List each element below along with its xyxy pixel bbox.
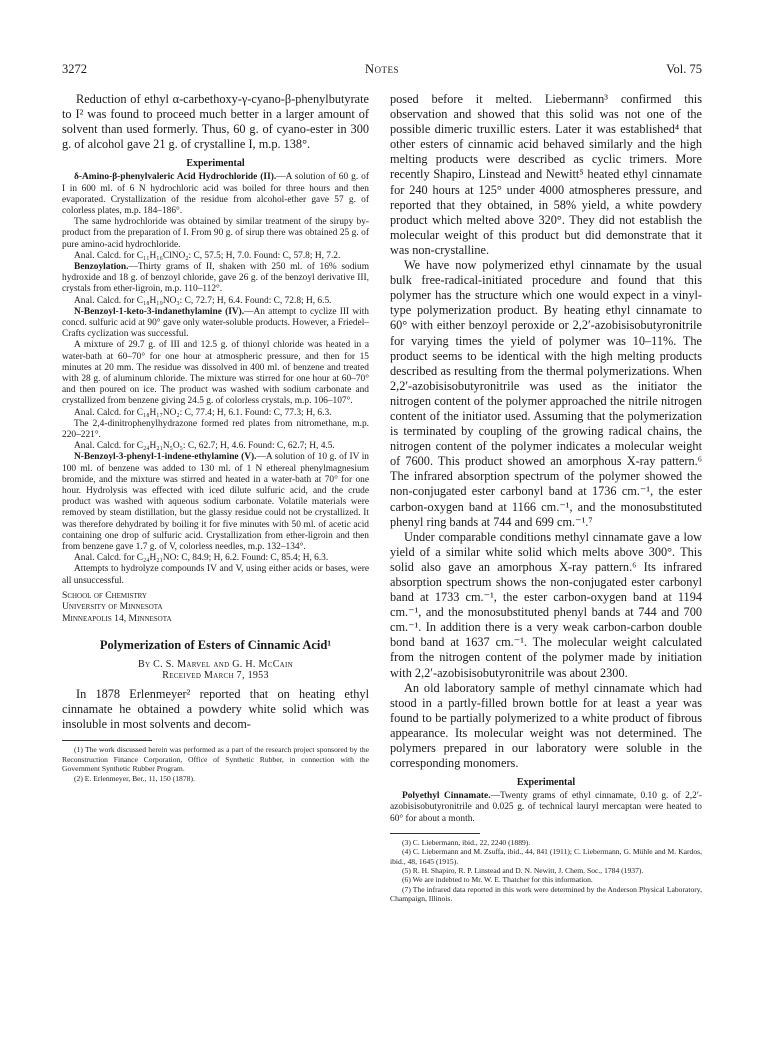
affiliation-line-1: School of Chemistry <box>62 589 147 601</box>
exp-text-3: —An attempt to cyclize III with concd. sulfuric acid at 90° gave only water-soluble products. However, a Friedel–Crafts cyclization was successful. <box>62 306 369 340</box>
exp-paragraph-3 <box>62 307 369 341</box>
left-column <box>62 92 369 783</box>
exp-paragraph-1 <box>62 172 369 217</box>
exp-text-4: —A solution of 10 g. of IV in 100 ml. of benzene was added to 130 ml. of 1 N ethereal phenylmagnesium bromide, and the mixture was stirred and heated in a water-bath at 70° for one hour. Hydrolysis was effected with iced dilute sulfuric acid, and the crude product was washed with aqueous sodium carbonate. Volatile materials were removed by steam distillation, but the glassy residue could not be crystallized. It was therefore dehydrated by boiling it for five minutes with 50 ml. of acetic acid containing one drop of sulfuric acid. Crystallization from ether-ligroin and then from benzene gave 1.7 g. of V, colorless needles, m.p. 132–134°. <box>62 452 369 553</box>
analysis-3c: Anal. Calcd. for C₂₄H₂₁N₅O₅: C, 62.7; H, 4.6. Found: C, 62.7; H, 4.5. <box>74 441 335 452</box>
analysis-4: Anal. Calcd. for C₂₄H₂₁NO: C, 84.9; H, 6.2. Found: C, 85.4; H, 6.3. <box>74 553 329 564</box>
exp-paragraph-5: Attempts to hydrolyze compounds IV and V, using either acids or bases, were all unsuccessful. <box>62 564 369 586</box>
exp-paragraph-3b: A mixture of 29.7 g. of III and 12.5 g. of thionyl chloride was heated in a water-bath at 60–70° for one hour at atmospheric pressure, and then for 15 minutes at 20 mm. The residue was dissolved in 400 ml. of benzene and treated with 28 g. of aluminum chloride. The mixture was stirred for one hour at 60–70° and then poured on ice. The product was washed with sodium carbonate and crystallized from benzene giving 24.5 g. of colorless crystals, m.p. 106–107°. <box>62 340 369 407</box>
exp-paragraph-right <box>390 791 702 825</box>
right-column <box>390 92 702 904</box>
received-date: Received March 7, 1953 <box>162 670 269 682</box>
exp-paragraph-3c: The 2,4-dinitrophenylhydrazone formed red plates from nitromethane, m.p. 220–221°. <box>62 418 369 441</box>
exp-text-right: —Twenty grams of ethyl cinnamate, 0.10 g. of 2,2′-azobisisobutyronitrile and 0.025 g. of technical lauryl mercaptan were heated to 60° for about a month. <box>390 791 702 824</box>
volume-label: Vol. 75 <box>666 62 702 76</box>
exp-text-2: —Thirty grams of II, shaken with 250 ml. of 16% sodium hydroxide and 18 g. of benzoyl chloride, gave 26 g. of the benzoyl derivative III, crystals from ether-ligroin, m.p. 110–112°. <box>62 262 369 295</box>
exp-title-1: δ-Amino-β-phenylvaleric Acid Hydrochloride (II). <box>74 172 277 183</box>
byline: By C. S. Marvel and G. H. McCain <box>138 659 293 671</box>
analysis-3: Anal. Calcd. for C₁₈H₁₇NO₂: C, 77.4; H, 6.1. Found: C, 77.3; H, 6.3. <box>74 407 332 418</box>
footnote-5: (5) R. H. Shapiro, R. P. Linstead and D. N. Newitt, J. Chem. Soc., 1784 (1937). <box>402 866 644 876</box>
footnote-2: (2) E. Erlenmeyer, Ber., 11, 150 (1878). <box>74 773 195 783</box>
article-intro: In 1878 Erlenmeyer² reported that on heating ethyl cinnamate he obtained a powdery white solid which was insoluble in most solvents and decom- <box>62 687 369 732</box>
right-paragraph-3: Under comparable conditions methyl cinnamate gave a low yield of a similar white solid which melts above 300°. This solid also gave an amorphous X-ray pattern.⁶ Its infrared absorption spectrum shows the non-conjugated ester carbonyl band at 1733 cm.⁻¹, the ester carbon-oxygen band at 1194 cm.⁻¹, and the monosubstituted phenyl bands at 744 and 700 cm.⁻¹. In addition there is a very weak carbon-carbon double bond band at 1637 cm.⁻¹. The molecular weight calculated from the nitrogen content of the polymer made by initiation with 2,2′-azobisisobutyronitrile was about 2300. <box>390 529 702 680</box>
footnote-rule <box>62 740 152 741</box>
right-paragraph-4: An old laboratory sample of methyl cinnamate which had stood in a partly-filled brown bottle for at least a year was found to be partially polymerized to a white product of fibrous appearance. Its molecular weight was not determined. The polymers prepared in our laboratory were soluble in the corresponding monomers. <box>390 680 702 771</box>
exp-title-2: Benzoylation. <box>74 262 129 272</box>
analysis-1: Anal. Calcd. for C₁₁H₁₆ClNO₂: C, 57.5; H, 7.0. Found: C, 57.8; H, 7.2. <box>74 250 341 261</box>
footnote-6: (6) We are indebted to Mr. W. E. Thatcher for this information. <box>402 875 593 885</box>
affiliation-line-2: University of Minnesota <box>62 601 163 613</box>
page-number: 3272 <box>62 62 87 76</box>
experimental-heading-2: Experimental <box>516 777 576 789</box>
analysis-2: Anal. Calcd. for C₁₈H₁₉NO₃: C, 72.7; H, 6.4. Found: C, 72.8; H, 6.5. <box>74 295 332 306</box>
footnote-rule-2 <box>390 833 480 834</box>
article-title: Polymerization of Esters of Cinnamic Acid¹ <box>99 638 332 653</box>
footnote-3: (3) C. Liebermann, ibid., 22, 2240 (1889). <box>402 837 531 847</box>
running-head: Notes <box>364 62 400 76</box>
exp-paragraph-1b: The same hydrochloride was obtained by similar treatment of the sirupy by-product from the preparation of I. From 90 g. of sirup there was obtained 25 g. of pure amino-acid hydrochloride. <box>62 217 369 250</box>
footnote-7: (7) The infrared data reported in this work were determined by the Anderson Physical Laboratory, Champaign, Illinois. <box>390 884 702 904</box>
intro-paragraph: Reduction of ethyl α-carbethoxy-γ-cyano-β-phenylbutyrate to I² was found to proceed much better in a larger amount of solvent than used formerly. Thus, 60 g. of cyano-ester in 300 g. of alcohol gave 21 g. of crystalline I, m.p. 138°. <box>62 92 369 152</box>
exp-text-1: —A solution of 60 g. of I in 600 ml. of 6 N hydrochloric acid was boiled for three hours and then evaporated. Crystallization of the residue from alcohol-ether gave 57 g. of colorless plates, m.p. 184–186°. <box>62 172 369 216</box>
right-paragraph-2: We have now polymerized ethyl cinnamate by the usual bulk free-radical-initiated procedure and found that this polymer has the structure which one would expect in a vinyl-type polymerization product. By heating ethyl cinnamate to 60° with either benzoyl peroxide or 2,2′-azobisisobutyronitrile for varying times the yield of polymer was 10–11%. The product seems to be identical with the high melting products described as resulting from the thermal polymerizations. When 2,2′-azobisisobutyronitrile was used as the initiator the nitrogen content of the polymer approached the nitrile nitrogen content of the initiator used. Assuming that the polymerization is terminated by coupling of the growing radical chains, the nitrogen content of the polymer indicates a molecular weight of 7600. This product showed an amorphous X-ray pattern.⁶ The infrared absorption spectrum of the polymer showed the non-conjugated ester carbonyl band at 1736 cm.⁻¹, the ester carbon-oxygen band at 1166 cm.⁻¹, and the monosubstituted phenyl ring bands at 744 and 699 cm.⁻¹.⁷ <box>390 258 702 529</box>
right-paragraph-1: posed before it melted. Liebermann³ confirmed this observation and showed that this solid was not one of the possible dimeric truxillic esters. Later it was established⁴ that other esters of cinnamic acid behaved similarly and the high melting products were described as cyclic trimers. More recently Shapiro, Linstead and Newitt⁵ heated ethyl cinnamate for 240 hours at 125° under 4000 atmospheres pressure, and reported that they obtained, in 58% yield, a white powdery product which melted above 320°. They did not establish the molecular weight of this product but did demonstrate that it was non-crystalline. <box>390 92 702 257</box>
affiliation-line-3: Minneapolis 14, Minnesota <box>62 612 172 624</box>
experimental-heading: Experimental <box>186 158 245 170</box>
exp-paragraph-2 <box>62 262 369 296</box>
exp-paragraph-4 <box>62 452 369 553</box>
exp-title-3: N-Benzoyl-1-keto-3-indanethylamine (IV). <box>74 306 245 317</box>
exp-title-right: Polyethyl Cinnamate. <box>402 791 491 802</box>
footnote-1: (1) The work discussed herein was performed as a part of the research project sponsored by the Reconstruction Finance Corporation, Office of Synthetic Rubber, in connection with the Government Synthetic Rubber Program. <box>62 745 369 774</box>
exp-title-4: N-Benzoyl-3-phenyl-1-indene-ethylamine (V). <box>74 452 257 463</box>
footnote-4: (4) C. Liebermann and M. Zsuffa, ibid., 44, 841 (1911); C. Liebermann, G. Mühle and M. Kardos, ibid., 48, 1645 (1915). <box>390 847 702 866</box>
page-header <box>62 62 702 80</box>
